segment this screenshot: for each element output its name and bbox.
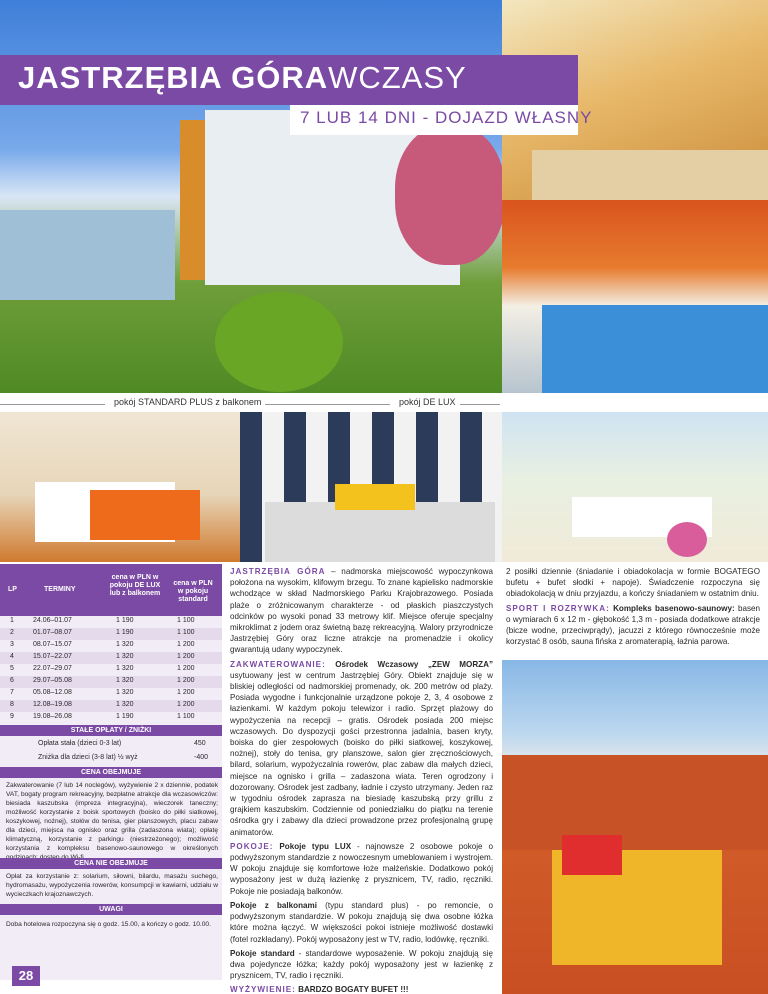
standard-plus-room-label: pokój STANDARD PLUS z balkonem (110, 397, 265, 407)
meals-heading: WYŻYWIENIE: BARDZO BOGATY BUFET !!! (230, 985, 409, 994)
page-number: 28 (12, 966, 40, 986)
fee-row: Opłata stała (dzieci 0-3 lat) 450 (38, 740, 206, 747)
title-bold: JASTRZĘBIA GÓRA (18, 60, 329, 95)
excludes-text: Opłat za korzystanie z: solarium, siłowni, bilardu, masażu suchego, hydromasażu, wypożyczenia rowerów, konsumpcji w kawiarni, udziału w wycieczkach krajoznawczych. (6, 873, 218, 898)
sport-paragraph: SPORT I ROZRYWKA: Kompleks basenowo-saunowy: basen o wymiarach 6 x 12 m - głębokość 1,3 m - posiada dodatkowe atrakcje (bicze wodne, przeciwprądy), jacuzzi z którego równocześnie może korzystać 8 osób, sauna fińska z aromaterapią, łaźnia parowa. (506, 603, 761, 647)
description-column-2 (506, 566, 760, 650)
title-light: WCZASY (328, 60, 467, 95)
rooms-balcony-paragraph: Pokoje z balkonami (typu standard plus) - po remoncie, o podwyższonym standardzie. W pokoju znajdują się dwa osobne łóżka które można łączyć. W większości pokoi istnieje możliwość dostawki (fotel rozkładany). Pokój wyposażony jest w TV, radio, lodówkę, ręczniki. (230, 900, 493, 944)
description-column (230, 566, 493, 994)
table-header (0, 564, 222, 616)
rooms-standard-paragraph: Pokoje standard - standardowe wyposażenie. W pokoju znajdują się dwa pojedyncze łóżka; każdy pokój wyposażony jest w łazienkę z prysznicem, TV, radio i ręczniki. (230, 948, 493, 981)
table-row: 9 19.08–26.08 1 190 1 100 (10, 713, 195, 720)
notes-header: UWAGI (0, 904, 222, 915)
rooms-lux-paragraph: POKOJE: Pokoje typu LUX - najnowsze 2 osobowe pokoje o podwyższonym standardzie z nowoczesnym umeblowaniem i wystrojem. W pokoju znajduje się komfortowe łoże małżeńskie. Dodatkowo pokój wyposażony jest w dużą łazienkę z prysznicem, TV, radio, ręczniki. Pokoje nie posiadają balkonów. (230, 841, 494, 896)
de-lux-room-photo (240, 412, 502, 562)
accommodation-paragraph: ZAKWATEROWANIE: Ośrodek Wczasowy „ZEW MORZA” usytuowany jest w centrum Jastrzębiej Góry. Obiekt znajduje się w bliskiej odległości od nadmorskiej promenady, ok. 200 metrów od plaży. Posiada wygodne i funkcjonalnie urządzone pokoje 2, 3, 4 osobowe z łazienkami. W każdym pokoju telewizor i radio. Sprzęt plażowy do wypożyczenia na recepcji – gratis. Ośrodek posiada 200 miejsc wczasowych. Do dyspozycji gości przestronna jadalnia, basen kryty, boiska do gier zespołowych (boisko do piłki siatkowej, koszykowej, nożnej), stoły do tenisa, gry planszowe, salon gier zręcznościowych, bilard, solarium, wypożyczalnia rowerów, plac zabaw dla małych dzieci, miejsce na ognisko i grilla – zadaszona wiata. Teren ogrodzony i dozorowany. Ośrodek jest zadbany, ładnie i czysto utrzymany. Jeden raz w tygodniu ośrodek zaprasza na biesiadę kaszubską przy grillu z grajkiem kaszubskim. Codziennie od poniedziałku do piątku na terenie ośrodka gry i zabawy dla dzieci prowadzone przez profesjonalną grupę animatorów. (230, 659, 493, 837)
standard-plus-room-photo (0, 412, 240, 562)
de-lux-room-label: pokój DE LUX (395, 397, 460, 407)
table-row: 7 05.08–12.08 1 320 1 200 (10, 689, 195, 696)
header-terms: TERMINY (44, 586, 76, 593)
notes-text: Doba hotelowa rozpoczyna się o godz. 15.00, a kończy o godz. 10.00. (6, 921, 211, 928)
dining-room-photo (502, 412, 768, 562)
header-lp: LP (8, 586, 17, 593)
table-row: 3 08.07–15.07 1 320 1 200 (10, 641, 195, 648)
fee-row: Zniżka dla dzieci (3-8 lat) ½ wyż -400 (38, 754, 209, 761)
table-row: 1 24.06–01.07 1 190 1 100 (10, 617, 195, 624)
divider (246, 404, 390, 405)
page-title (18, 60, 467, 96)
includes-text: Zakwaterowanie (7 lub 14 noclegów), wyżywienie 2 x dziennie, podatek VAT, bogaty program rekreacyjny, bezpłatne atrakcje dla wczasowiczów: biesiada kaszubska (impreza integracyjna), wieczorek taneczny; możliwość korzystanie z boisk sportowych (boisko do piłki siatkowej, koszykowej, nożnej), stołów do tenisa, gier planszowych, placu zabaw dla dzieci, miejsca na ognisko oraz grilla (zadaszona wiata); opłatę klimatyczną, korzystanie z parkingu (niestrzeżonego); możliwość korzystania z kompleksu basenowo-saunowego w określonych (6, 782, 218, 852)
includes-header: CENA OBEJMUJE (0, 767, 222, 778)
table-row: 5 22.07–29.07 1 320 1 200 (10, 665, 195, 672)
intro-paragraph: JASTRZĘBIA GÓRA – nadmorska miejscowość wypoczynkowa położona na wysokim, klifowym brzegu. To znane kąpielisko nadmorskie wchodzące w skład Nadmorskiego Parku Krajobrazowego. Posiada plaże o zróżnicowanym charakterze - od płaskich piaszczystych odcinków po wysoki ponad 33 metrowy klif. Miejsce oferuje specjalny mikroklimat z jodem oraz świetną bazę rekreacyjną. Walory przyrodnicze Jastrzębiej Góry oraz liczne atrakcje na promenadzie i okolicy gwarantują udany wypoczynek. (230, 567, 493, 655)
header-price-standard: cena w PLN w pokoju standard (173, 580, 213, 603)
header-price-delux: cena w PLN w pokoju DE LUX lub z balkonem (109, 574, 161, 597)
table-row: 8 12.08–19.08 1 320 1 200 (0, 700, 222, 712)
sports-playground-photo (502, 660, 768, 994)
table-row: 6 29.07–05.08 1 320 1 200 (0, 676, 222, 688)
divider (460, 404, 500, 405)
fees-header: STAŁE OPŁATY / ZNIŻKI (0, 725, 222, 736)
divider (0, 404, 105, 405)
excludes-header: CENA NIE OBEJMUJE (0, 858, 222, 869)
page-subtitle: 7 LUB 14 DNI - DOJAZD WŁASNY (300, 108, 593, 127)
table-row: 4 15.07–22.07 1 320 1 200 (0, 652, 222, 664)
pool-photo (502, 200, 768, 393)
table-row: 2 01.07–08.07 1 190 1 100 (0, 628, 222, 640)
price-table (0, 564, 222, 980)
meals-paragraph: 2 posiłki dziennie (śniadanie i obiadokolacja w formie BOGATEGO bufetu + bufet słodki + napoje). Świadczenie rozpoczyna się obiadokolacją w dniu przyjazdu, a kończy śniadaniem w ostatnim dniu. (506, 567, 760, 599)
